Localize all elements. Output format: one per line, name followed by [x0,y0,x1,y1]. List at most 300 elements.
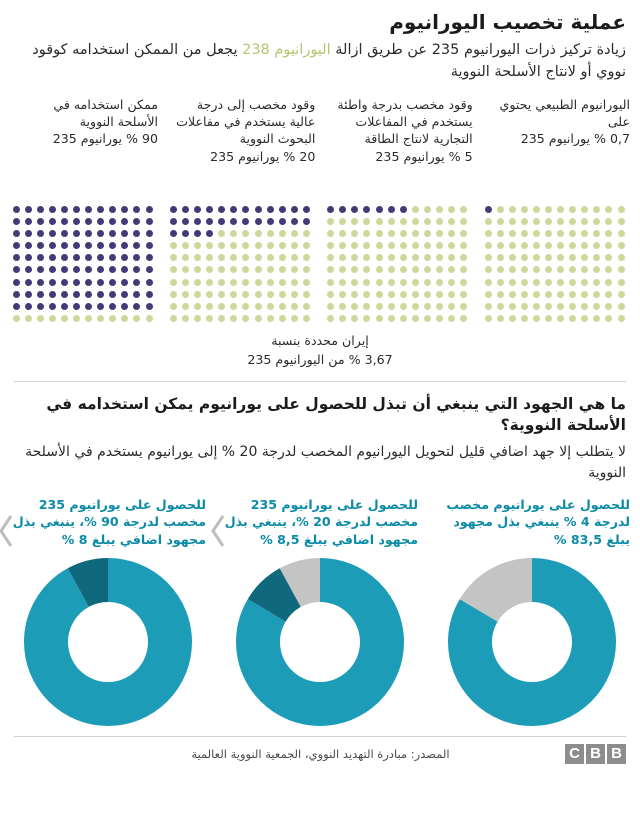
dot-depleted [545,254,552,261]
dot-depleted [363,242,370,249]
dot-depleted [605,242,612,249]
dot-depleted [291,291,298,298]
dot-depleted [230,291,237,298]
dot-depleted [303,279,310,286]
dot-depleted [509,291,516,298]
dot-depleted [267,315,274,322]
enrichment-dot-grid [167,204,313,325]
dot-depleted [424,279,431,286]
dot-depleted [412,206,419,213]
dot-depleted [593,230,600,237]
dot-depleted [593,218,600,225]
dot-depleted [339,279,346,286]
dot-depleted [497,242,504,249]
dot-depleted [460,266,467,273]
dot-depleted [376,230,383,237]
dot-depleted [545,242,552,249]
dot-depleted [460,279,467,286]
dot-depleted [424,303,431,310]
dot-depleted [581,291,588,298]
dot-depleted [436,279,443,286]
dot-enriched [133,206,140,213]
enrichment-column [325,96,473,325]
dot-enriched [37,242,44,249]
dot-depleted [206,279,213,286]
dot-depleted [218,254,225,261]
dot-depleted [97,315,104,322]
dot-depleted [593,315,600,322]
dot-depleted [133,315,140,322]
dot-depleted [255,291,262,298]
dot-depleted [194,315,201,322]
dot-depleted [267,230,274,237]
dot-depleted [533,291,540,298]
dot-depleted [436,266,443,273]
dot-enriched [146,303,153,310]
dot-depleted [618,230,625,237]
dot-enriched [25,254,32,261]
dot-depleted [569,303,576,310]
dot-enriched [279,218,286,225]
dot-enriched [485,206,492,213]
dot-depleted [533,279,540,286]
dot-enriched [37,291,44,298]
dot-depleted [339,218,346,225]
dot-depleted [533,218,540,225]
dot-depleted [182,266,189,273]
enrichment-column-caption: اليورانيوم الطبيعي يحتوي على 0,7 % يورانيوم 235 [482,96,630,200]
bbc-logo-letter: B [586,744,605,764]
dot-enriched [73,206,80,213]
dot-depleted [49,315,56,322]
iran-limit-line2: 3,67 % من اليورانيوم 235 [247,351,393,367]
dot-depleted [424,254,431,261]
dot-depleted [279,279,286,286]
dot-enriched [97,291,104,298]
dot-depleted [485,242,492,249]
dot-depleted [73,315,80,322]
dot-depleted [424,242,431,249]
dot-depleted [618,291,625,298]
footer [0,737,640,764]
dot-depleted [376,303,383,310]
dot-depleted [485,303,492,310]
dot-depleted [182,242,189,249]
dot-depleted [339,254,346,261]
dot-enriched [37,230,44,237]
dot-depleted [424,315,431,322]
dot-enriched [242,206,249,213]
dot-enriched [49,279,56,286]
dot-enriched [25,266,32,273]
dot-enriched [121,303,128,310]
dot-depleted [206,266,213,273]
dot-enriched [85,303,92,310]
dot-depleted [448,291,455,298]
dot-depleted [436,206,443,213]
dot-depleted [291,303,298,310]
dot-depleted [497,230,504,237]
dot-enriched [351,206,358,213]
dot-depleted [279,230,286,237]
dot-depleted [485,254,492,261]
dot-depleted [255,315,262,322]
dot-depleted [460,254,467,261]
dot-depleted [509,242,516,249]
dot-depleted [605,254,612,261]
dot-depleted [593,254,600,261]
dot-depleted [376,315,383,322]
dot-enriched [73,291,80,298]
dot-enriched [194,218,201,225]
dot-depleted [303,230,310,237]
dot-depleted [533,230,540,237]
dot-depleted [509,206,516,213]
bbc-logo-letter: C [565,744,584,764]
dot-depleted [509,279,516,286]
dot-depleted [255,303,262,310]
dot-enriched [49,266,56,273]
dot-depleted [521,230,528,237]
dot-enriched [388,206,395,213]
dot-depleted [533,206,540,213]
dot-depleted [593,291,600,298]
dot-depleted [593,279,600,286]
dot-depleted [400,291,407,298]
dot-depleted [363,291,370,298]
dot-depleted [509,218,516,225]
dot-enriched [25,218,32,225]
dot-depleted [497,303,504,310]
dot-depleted [242,315,249,322]
page-subtitle [14,40,626,84]
dot-depleted [351,315,358,322]
dot-enriched [121,266,128,273]
dot-enriched [25,206,32,213]
dot-depleted [618,266,625,273]
dot-depleted [351,303,358,310]
dot-depleted [303,303,310,310]
dot-depleted [388,242,395,249]
dot-depleted [618,279,625,286]
dot-depleted [581,230,588,237]
dot-depleted [242,279,249,286]
dot-depleted [400,242,407,249]
dot-enriched [133,254,140,261]
dot-enriched [85,291,92,298]
dot-enriched [85,206,92,213]
dot-depleted [85,315,92,322]
subtitle-text-before: زيادة تركيز ذرات اليورانيوم 235 عن طريق ازالة [330,42,626,58]
dot-depleted [376,291,383,298]
enrichment-column [10,96,158,325]
dot-enriched [37,206,44,213]
dot-depleted [339,266,346,273]
dot-depleted [605,303,612,310]
dot-enriched [133,303,140,310]
dot-depleted [436,242,443,249]
dot-depleted [581,266,588,273]
dot-enriched [109,291,116,298]
chevron-left-icon [208,514,230,548]
dot-depleted [448,315,455,322]
dot-depleted [521,266,528,273]
dot-depleted [605,206,612,213]
dot-enriched [37,279,44,286]
dot-depleted [569,279,576,286]
dot-enriched [37,303,44,310]
dot-enriched [85,279,92,286]
dot-enriched [73,303,80,310]
dot-depleted [303,242,310,249]
dot-depleted [327,242,334,249]
dot-depleted [521,291,528,298]
dot-depleted [569,206,576,213]
dot-depleted [593,266,600,273]
dot-depleted [194,266,201,273]
dot-depleted [339,303,346,310]
dot-depleted [545,206,552,213]
dot-enriched [121,242,128,249]
dot-depleted [303,315,310,322]
dot-enriched [109,218,116,225]
dot-depleted [279,242,286,249]
dot-enriched [109,279,116,286]
dot-depleted [412,266,419,273]
subtitle-text-after: يجعل من الممكن استخدامه كوقود نووي أو لانتاج الأسلحة النووية [32,42,626,80]
dot-depleted [521,242,528,249]
dot-depleted [569,254,576,261]
dot-depleted [509,254,516,261]
dot-depleted [339,242,346,249]
dot-depleted [400,266,407,273]
dot-depleted [509,315,516,322]
dot-depleted [388,218,395,225]
dot-enriched [85,242,92,249]
dot-enriched [146,291,153,298]
dot-depleted [424,291,431,298]
dot-depleted [581,206,588,213]
dot-enriched [206,206,213,213]
dot-enriched [13,254,20,261]
dot-depleted [436,218,443,225]
dot-enriched [182,218,189,225]
dot-depleted [605,291,612,298]
bbc-logo [565,744,626,764]
dot-enriched [61,266,68,273]
chevron-left-icon [0,514,18,548]
dot-enriched [146,266,153,273]
dot-enriched [61,254,68,261]
dot-depleted [61,315,68,322]
dot-depleted [497,291,504,298]
dot-depleted [194,279,201,286]
effort-step-label: للحصول على يورانيوم 235 مخصب لدرجة 20 %، ينبغي بذل مجهود اضافي يبلغ 8,5 % [224,496,418,548]
dot-depleted [327,303,334,310]
dot-depleted [218,303,225,310]
dot-depleted [436,230,443,237]
dot-depleted [400,315,407,322]
dot-depleted [593,206,600,213]
dot-depleted [218,242,225,249]
dot-depleted [388,291,395,298]
dot-depleted [230,266,237,273]
dot-enriched [291,218,298,225]
dot-depleted [182,315,189,322]
dot-depleted [533,242,540,249]
dot-enriched [109,242,116,249]
dot-depleted [557,315,564,322]
dot-depleted [436,315,443,322]
dot-depleted [448,206,455,213]
dot-depleted [569,218,576,225]
dot-depleted [581,279,588,286]
dot-depleted [388,230,395,237]
dot-enriched [61,218,68,225]
dot-enriched [85,230,92,237]
dot-depleted [557,291,564,298]
dot-depleted [545,218,552,225]
dot-depleted [605,218,612,225]
dot-enriched [267,218,274,225]
dot-depleted [339,230,346,237]
dot-enriched [49,254,56,261]
dot-depleted [170,266,177,273]
dot-depleted [497,315,504,322]
dot-enriched [109,230,116,237]
dot-depleted [485,315,492,322]
dot-depleted [545,230,552,237]
dot-enriched [194,230,201,237]
dot-depleted [170,254,177,261]
dot-depleted [618,242,625,249]
enrichment-column-percent: 90 % يورانيوم 235 [52,131,159,147]
dot-depleted [206,242,213,249]
dot-depleted [267,279,274,286]
page-title: عملية تخصيب اليورانيوم [389,10,626,34]
dot-enriched [97,242,104,249]
dot-depleted [351,266,358,273]
dot-depleted [291,230,298,237]
dot-enriched [13,206,20,213]
dot-depleted [230,254,237,261]
dot-depleted [255,266,262,273]
dot-enriched [146,206,153,213]
dot-enriched [97,206,104,213]
dot-enriched [255,218,262,225]
dot-depleted [545,291,552,298]
dot-depleted [194,303,201,310]
dot-depleted [412,279,419,286]
dot-enriched [267,206,274,213]
dot-depleted [485,218,492,225]
dot-depleted [545,266,552,273]
dot-depleted [605,315,612,322]
dot-depleted [303,254,310,261]
dot-depleted [412,315,419,322]
dot-depleted [303,266,310,273]
dot-enriched [121,279,128,286]
dot-depleted [545,303,552,310]
dot-depleted [255,279,262,286]
dot-depleted [230,279,237,286]
dot-enriched [61,242,68,249]
dot-depleted [545,279,552,286]
dot-depleted [327,315,334,322]
source-credit: المصدر: مبادرة التهديد النووي، الجمعية النووية العالمية [191,746,450,761]
dot-depleted [448,230,455,237]
dot-enriched [194,206,201,213]
dot-depleted [182,279,189,286]
effort-question: ما هي الجهود التي ينبغي أن تبذل للحصول على يورانيوم يمكن استخدامه في الأسلحة النووية؟ [46,394,626,434]
dot-depleted [279,303,286,310]
dot-depleted [533,266,540,273]
dot-depleted [25,315,32,322]
dot-depleted [267,254,274,261]
dot-enriched [109,254,116,261]
dot-enriched [25,291,32,298]
dot-depleted [581,218,588,225]
effort-explainer: لا يتطلب إلا جهد اضافي قليل لتحويل اليورانيوم المخصب لدرجة 20 % إلى يورانيوم يستخدم في الأسلحة النووية [25,443,626,481]
dot-depleted [557,254,564,261]
dot-enriched [73,266,80,273]
dot-depleted [485,230,492,237]
dot-enriched [303,218,310,225]
enrichment-column-caption: وقود مخصب إلى درجة عالية يستخدم في مفاعلات البحوث النووية 20 % يورانيوم 235 [167,96,315,200]
dot-depleted [170,279,177,286]
dot-depleted [291,279,298,286]
dot-depleted [460,206,467,213]
dot-enriched [85,218,92,225]
dot-enriched [37,254,44,261]
dot-depleted [605,279,612,286]
dot-depleted [230,315,237,322]
dot-depleted [242,266,249,273]
dot-enriched [13,303,20,310]
dot-depleted [400,279,407,286]
enrichment-dot-grid [10,204,156,325]
dot-enriched [13,266,20,273]
dot-depleted [521,218,528,225]
dot-enriched [73,242,80,249]
dot-enriched [206,230,213,237]
dot-enriched [37,266,44,273]
dot-depleted [618,254,625,261]
dot-enriched [133,242,140,249]
dot-enriched [97,254,104,261]
dot-enriched [146,242,153,249]
enrichment-column [482,96,630,325]
dot-enriched [49,206,56,213]
dot-depleted [194,242,201,249]
dot-depleted [460,291,467,298]
dot-enriched [13,242,20,249]
dot-enriched [109,266,116,273]
dot-depleted [400,303,407,310]
dot-depleted [593,242,600,249]
dot-enriched [146,279,153,286]
dot-enriched [230,206,237,213]
dot-depleted [412,230,419,237]
dot-depleted [182,303,189,310]
dot-enriched [133,266,140,273]
enrichment-column-percent: 20 % يورانيوم 235 [210,148,316,164]
dot-depleted [194,254,201,261]
dot-depleted [388,266,395,273]
dot-depleted [13,315,20,322]
dot-depleted [533,315,540,322]
dot-depleted [618,315,625,322]
